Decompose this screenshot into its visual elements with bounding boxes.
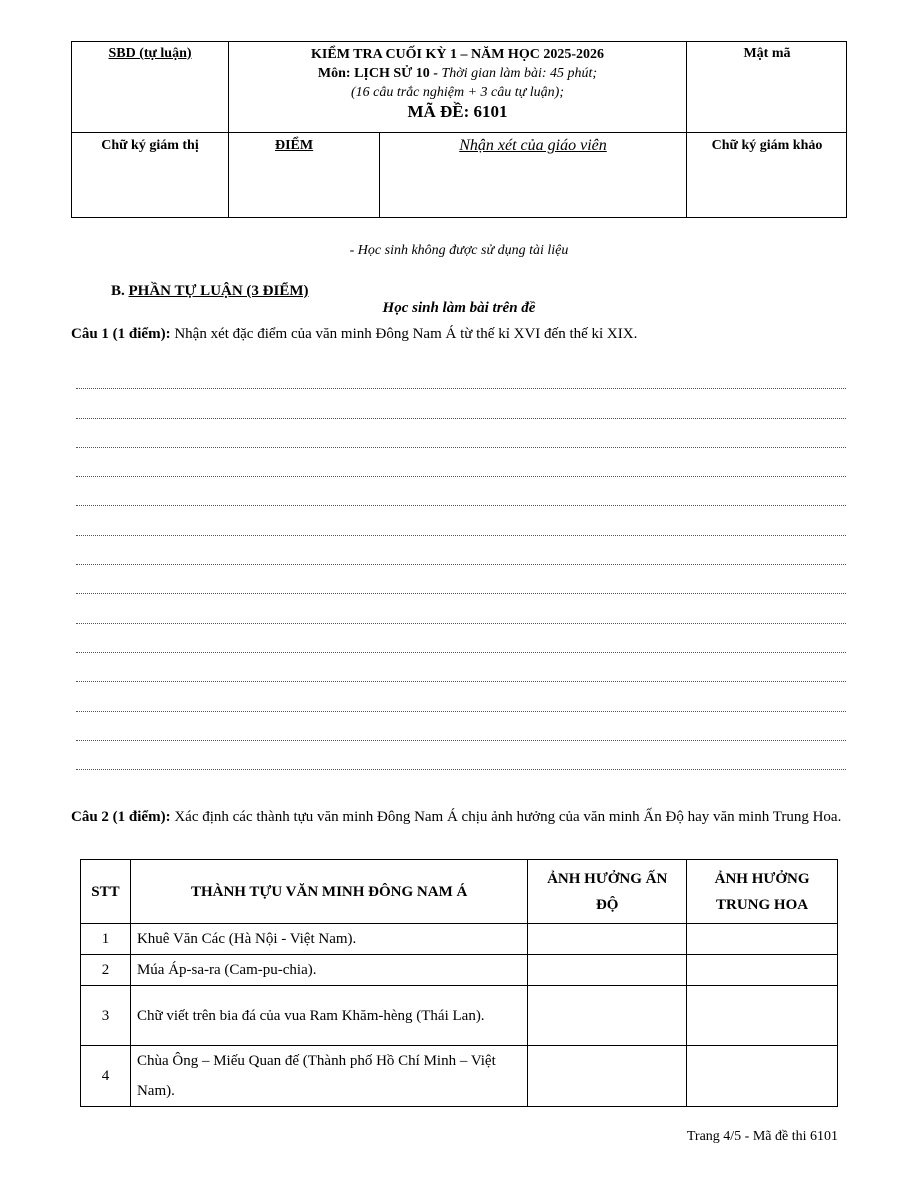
answer-line[interactable] xyxy=(76,419,846,448)
subject-label: Môn: LỊCH SỬ 10 - xyxy=(317,66,442,81)
col-header-china: ẢNH HƯỞNG TRUNG HOA xyxy=(687,860,838,924)
exam-title-block xyxy=(229,45,686,121)
china-answer-cell[interactable] xyxy=(687,986,838,1046)
col-header-stt: STT xyxy=(81,860,131,924)
secret-code-label: Mật mã xyxy=(743,46,791,61)
proctor-signature-label: Chữ ký giám thị xyxy=(101,138,199,153)
influence-table xyxy=(80,859,838,1107)
india-answer-cell[interactable] xyxy=(528,986,687,1046)
india-answer-cell[interactable] xyxy=(528,955,687,986)
exam-code: MÃ ĐỀ: 6101 xyxy=(407,102,508,121)
question-1-text: Nhận xét đặc điểm của văn minh Đông Nam Á từ thế kỉ XVI đến thế kỉ XIX. xyxy=(170,326,638,342)
table-row xyxy=(81,955,838,986)
answer-lines[interactable] xyxy=(76,360,846,770)
question-count: (16 câu trắc nghiệm + 3 câu tự luận); xyxy=(350,85,565,100)
row-achievement: Múa Áp-sa-ra (Cam-pu-chia). xyxy=(130,955,527,986)
no-materials-note: - Học sinh không được sử dụng tài liệu xyxy=(349,243,569,258)
answer-line[interactable] xyxy=(76,448,846,477)
answer-line[interactable] xyxy=(76,624,846,653)
table-row xyxy=(81,924,838,955)
answer-line[interactable] xyxy=(76,536,846,565)
question-1-label: Câu 1 (1 điểm): xyxy=(71,326,171,342)
china-answer-cell[interactable] xyxy=(687,924,838,955)
answer-line[interactable] xyxy=(76,360,846,389)
row-stt: 1 xyxy=(81,924,131,955)
answer-line[interactable] xyxy=(76,389,846,418)
sbd-label: SBD (tự luận) xyxy=(108,46,192,61)
answer-line[interactable] xyxy=(76,712,846,741)
col-header-india: ẢNH HƯỞNG ẤN ĐỘ xyxy=(528,860,687,924)
table-row xyxy=(81,1046,838,1107)
answer-line[interactable] xyxy=(76,594,846,623)
examiner-signature-label: Chữ ký giám khảo xyxy=(711,138,823,153)
row-achievement: Khuê Văn Các (Hà Nội - Việt Nam). xyxy=(130,924,527,955)
teacher-comment-label: Nhận xét của giáo viên xyxy=(459,137,607,154)
section-heading xyxy=(111,283,309,300)
row-achievement: Chùa Ông – Miếu Quan đế (Thành phố Hồ Chí Minh – Việt Nam). xyxy=(130,1046,527,1107)
row-stt: 2 xyxy=(81,955,131,986)
answer-line[interactable] xyxy=(76,653,846,682)
table-header-row xyxy=(81,860,838,924)
section-prefix: B. xyxy=(111,283,129,299)
row-stt: 4 xyxy=(81,1046,131,1107)
answer-line[interactable] xyxy=(76,682,846,711)
table-row xyxy=(81,986,838,1046)
page-footer: Trang 4/5 - Mã đề thi 6101 xyxy=(686,1129,838,1144)
time-limit: Thời gian làm bài: 45 phút; xyxy=(441,66,598,81)
section-title: PHẦN TỰ LUẬN (3 ĐIỂM) xyxy=(128,283,309,299)
china-answer-cell[interactable] xyxy=(687,1046,838,1107)
section-subtitle: Học sinh làm bài trên đề xyxy=(382,300,536,316)
row-achievement: Chữ viết trên bia đá của vua Ram Khăm-hèng (Thái Lan). xyxy=(130,986,527,1046)
answer-line[interactable] xyxy=(76,565,846,594)
col-header-achievement: THÀNH TỰU VĂN MINH ĐÔNG NAM Á xyxy=(130,860,527,924)
score-label: ĐIỂM xyxy=(275,138,314,153)
question-1 xyxy=(71,322,851,347)
answer-line[interactable] xyxy=(76,477,846,506)
india-answer-cell[interactable] xyxy=(528,924,687,955)
row-stt: 3 xyxy=(81,986,131,1046)
question-2 xyxy=(71,805,851,830)
question-2-label: Câu 2 (1 điểm): xyxy=(71,809,171,825)
india-answer-cell[interactable] xyxy=(528,1046,687,1107)
china-answer-cell[interactable] xyxy=(687,955,838,986)
answer-line[interactable] xyxy=(76,506,846,535)
answer-line[interactable] xyxy=(76,741,846,770)
exam-header-table xyxy=(71,41,847,218)
question-2-text: Xác định các thành tựu văn minh Đông Nam Á chịu ảnh hưởng của văn minh Ấn Độ hay văn minh Trung Hoa. xyxy=(170,809,842,825)
exam-title: KIỂM TRA CUỐI KỲ 1 – NĂM HỌC 2025-2026 xyxy=(311,47,604,62)
